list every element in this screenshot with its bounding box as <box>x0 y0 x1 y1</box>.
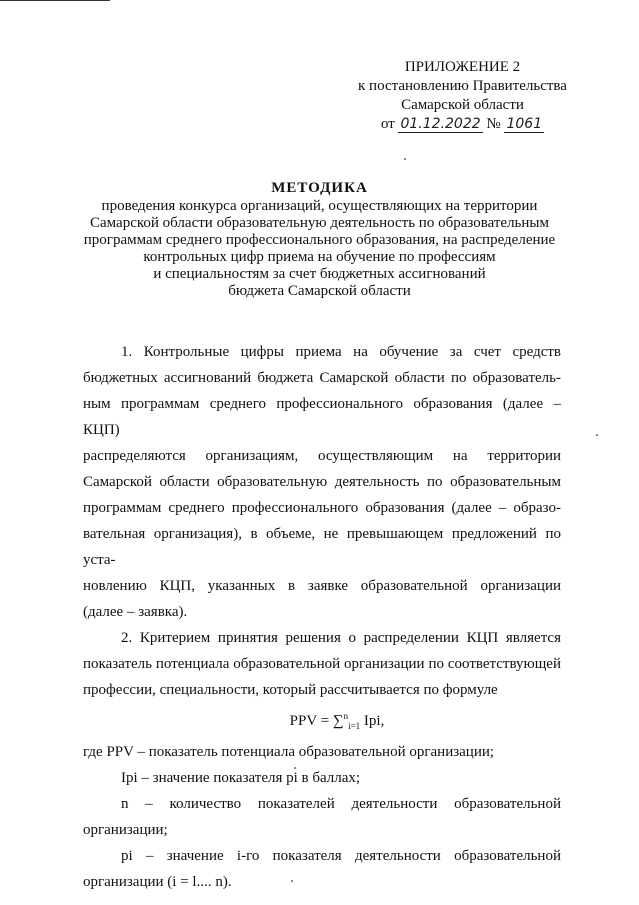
text-line: профессии, специальности, который рассчитывается по формуле <box>83 682 498 698</box>
appendix-resolution-line: к постановлению Правительства <box>358 78 567 94</box>
appendix-region-line: Самарской области <box>401 97 524 113</box>
text-line: распределяются организациям, осуществляющим на территории <box>83 448 561 464</box>
text-line: организации; <box>83 822 168 838</box>
paragraph-1 <box>83 339 561 625</box>
subtitle-line: проведения конкурса организаций, осуществляющих на территории <box>101 198 538 214</box>
subtitle-line: программам среднего профессионального образования, на распределение <box>83 232 556 248</box>
subtitle-line: бюджета Самарской области <box>228 283 411 299</box>
definition-n <box>83 791 561 843</box>
handwritten-number: 1061 <box>506 116 543 132</box>
text-line: (далее – заявка). <box>83 604 188 620</box>
text-line: бюджетных ассигнований бюджета Самарской области по образователь- <box>83 370 561 386</box>
scan-edge-line <box>0 0 110 1</box>
scan-speck <box>596 434 598 436</box>
text-line: pi – значение i-го показателя деятельности образовательной <box>121 848 561 864</box>
formula-lhs: PPV = ∑ <box>289 713 344 729</box>
document-body <box>83 339 561 895</box>
definition-ppv <box>83 739 561 765</box>
text-line: ным программам среднего профессионального образования (далее – КЦП) <box>83 396 561 438</box>
number-prefix: № <box>486 116 501 132</box>
date-prefix: от <box>380 116 395 132</box>
appendix-date-number-line <box>330 115 595 134</box>
text-line: 1. Контрольные цифры приема на обучение за счет средств <box>121 344 561 360</box>
formula-ppv <box>83 703 561 739</box>
text-line: n – количество показателей деятельности образовательной <box>121 796 561 812</box>
text-line: где PPV – показатель потенциала образовательной организации; <box>83 744 495 760</box>
formula-rhs: Ipi, <box>360 713 385 729</box>
text-line: программам среднего профессионального образования (далее – образо- <box>83 500 561 516</box>
text-line: 2. Критерием принятия решения о распределении КЦП является <box>121 630 561 646</box>
definition-pi <box>83 843 561 895</box>
text-line: Ipi – значение показателя pi в баллах; <box>121 770 361 786</box>
document-title: МЕТОДИКА <box>271 180 368 196</box>
scan-speck <box>294 767 296 769</box>
document-subtitle <box>60 198 579 300</box>
text-line: Самарской области образовательную деятельность по образовательным <box>83 474 561 490</box>
paragraph-2 <box>83 625 561 703</box>
scan-speck <box>291 880 293 882</box>
text-line: организации (i = l.... n). <box>83 874 232 890</box>
subtitle-line: контрольных цифр приема на обучение по профессиям <box>143 249 496 265</box>
scan-speck <box>404 158 406 160</box>
handwritten-date: 01.12.2022 <box>400 116 481 132</box>
text-line: вательная организация), в объеме, не превышающем предложений по уста- <box>83 526 561 568</box>
formula-lower-limit: i=1 <box>348 721 361 731</box>
appendix-title: ПРИЛОЖЕНИЕ 2 <box>404 59 521 75</box>
formula-upper-limit: n <box>343 711 349 721</box>
subtitle-line: и специальностям за счет бюджетных ассигнований <box>153 266 486 282</box>
text-line: новлению КЦП, указанных в заявке образовательной организации <box>83 578 561 594</box>
definition-ipi <box>83 765 561 791</box>
appendix-header <box>330 58 595 134</box>
text-line: показатель потенциала образовательной организации по соответствующей <box>83 656 561 672</box>
subtitle-line: Самарской области образовательную деятельность по образовательным <box>90 215 549 231</box>
